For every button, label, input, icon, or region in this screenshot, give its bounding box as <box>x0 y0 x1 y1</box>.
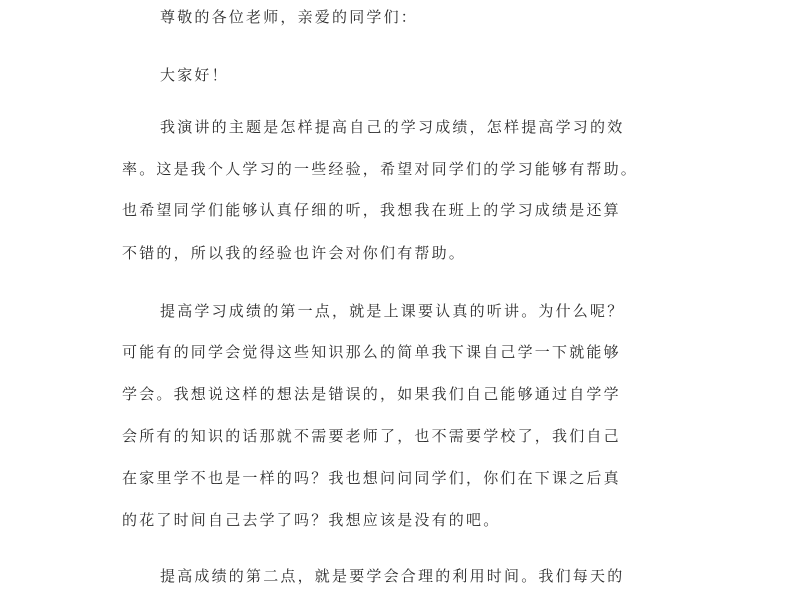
salutation: 尊敬的各位老师，亲爱的同学们： <box>160 8 419 26</box>
paragraph-1-line-3: 也希望同学们能够认真仔细的听，我想我在班上的学习成绩是还算 <box>122 201 621 219</box>
paragraph-3-line-1: 提高成绩的第二点，就是要学会合理的利用时间。我们每天的 <box>160 567 625 585</box>
paragraph-2-line-2: 可能有的同学会觉得这些知识那么的简单我下课自己学一下就能够 <box>122 343 621 361</box>
paragraph-1-line-4: 不错的，所以我的经验也许会对你们有帮助。 <box>122 244 467 262</box>
greeting: 大家好！ <box>160 66 229 84</box>
paragraph-2-line-5: 在家里学不也是一样的吗？我也想问问同学们，你们在下课之后真 <box>122 469 621 487</box>
paragraph-2-line-3: 学会。我想说这样的想法是错误的，如果我们自己能够通过自学学 <box>122 385 621 403</box>
paragraph-2-line-4: 会所有的知识的话那就不需要老师了，也不需要学校了，我们自己 <box>122 427 621 445</box>
paragraph-2-line-1: 提高学习成绩的第一点，就是上课要认真的听讲。为什么呢？ <box>160 302 625 320</box>
paragraph-1-line-2: 率。这是我个人学习的一些经验，希望对同学们的学习能够有帮助。 <box>122 160 639 178</box>
paragraph-1-line-1: 我演讲的主题是怎样提高自己的学习成绩，怎样提高学习的效 <box>160 118 625 136</box>
paragraph-2-line-6: 的花了时间自己去学了吗？我想应该是没有的吧。 <box>122 511 501 529</box>
